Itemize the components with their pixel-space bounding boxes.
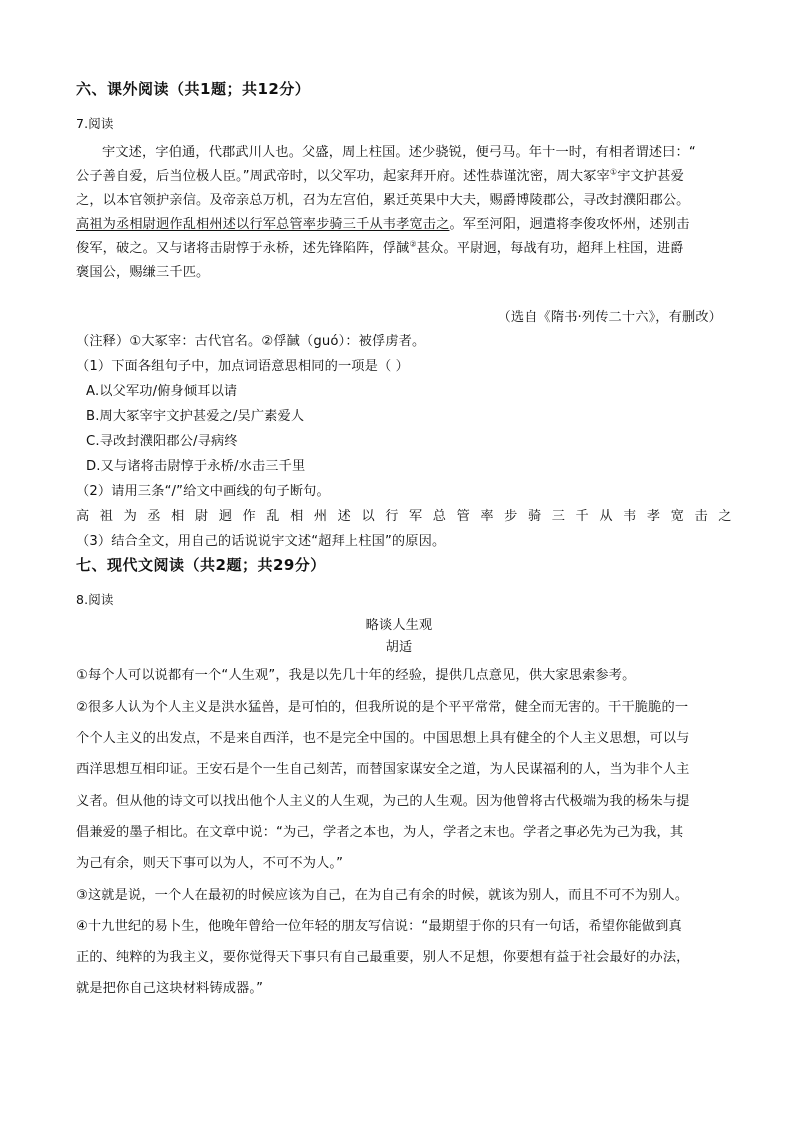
passage-line-6: 褒国公，赐缣三千匹。 bbox=[76, 265, 210, 280]
passage-line-3: 之，以本官领护亲信。及帝亲总万机，召为左宫伯，累迁英果中大夫，赐爵博陵郡公，寻改封濮阳郡公。 bbox=[76, 193, 690, 208]
underlined-sentence: 高祖为丞相尉迥作乱相州述以行军总管率步骑三千从韦孝宽击之 bbox=[76, 217, 450, 232]
article-line: ①每个人可以说都有一个“人生观”，我是以先几十年的经验，提供几点意见，供大家思索参考。 bbox=[76, 668, 636, 683]
article-line: 为己有余，则天下事可以为人，不可不为人。” bbox=[76, 856, 344, 871]
annotation-note: （注释）①大冢宰：古代官名。②俘馘（guó）：被俘虏者。 bbox=[76, 334, 426, 349]
article-title: 略谈人生观 bbox=[365, 618, 433, 633]
section-7-heading: 七、现代文阅读（共2题；共29分） bbox=[76, 556, 326, 574]
question-1-stem: （1）下面各组句子中，加点词语意思相同的一项是（ ） bbox=[76, 359, 409, 374]
article-line: 西洋思想互相印证。王安石是个一生自己刻苦，而替国家谋安全之道，为人民谋福利的人，当为非个人主 bbox=[76, 762, 690, 777]
option-a: A.以父军功/俯身倾耳以请 bbox=[86, 384, 238, 399]
passage-line-1: 宇文述，字伯通，代郡武川人也。父盛，周上柱国。述少骁锐，便弓马。年十一时，有相者谓述曰：“ bbox=[102, 145, 696, 160]
option-d: D.又与诸将击尉惇于永桥/水击三千里 bbox=[86, 459, 306, 474]
article-line: 倡兼爱的墨子相比。在文章中说：“为己，学者之本也，为人，学者之末也。学者之事必先为己为我，其 bbox=[76, 825, 684, 840]
passage-line-2: 公子善自爱，后当位极人臣。”周武帝时，以父军功，起家拜开府。述性恭谨沈密，周大冢宰①宇文护甚爱 bbox=[76, 167, 684, 184]
option-b: B.周大冢宰宇文护甚爱之/吴广素爱人 bbox=[86, 409, 305, 424]
question-7-number: 7.阅读 bbox=[76, 116, 114, 131]
article-line: ④十九世纪的易卜生，他晚年曾给一位年轻的朋友写信说：“最期望于你的只有一句话，希望你能做到真 bbox=[76, 919, 682, 934]
passage-source: （选自《隋书·列传二十六》，有删改） bbox=[497, 310, 722, 325]
passage-line-4: 高祖为丞相尉迥作乱相州述以行军总管率步骑三千从韦孝宽击之。军至河阳，迥遣将李俊攻怀州，述别击 bbox=[76, 217, 690, 232]
footnote-marker-1: ① bbox=[609, 167, 618, 177]
article-line: 义者。但从他的诗文可以找出他个人主义的人生观，为己的人生观。因为他曾将古代极端为我的杨朱与提 bbox=[76, 794, 690, 809]
footnote-marker-2: ② bbox=[409, 239, 417, 249]
section-6-heading: 六、课外阅读（共1题；共12分） bbox=[76, 80, 311, 98]
article-line: 正的、纯粹的为我主义，要你觉得天下事只有自己最重要，别人不足想，你要想有益于社会最好的办法， bbox=[76, 950, 690, 965]
question-3-stem: （3）结合全文，用自己的话说说宇文述“超拜上柱国”的原因。 bbox=[76, 534, 446, 549]
question-8-number: 8.阅读 bbox=[76, 592, 114, 607]
article-author: 胡适 bbox=[385, 640, 413, 655]
article-line: ②很多人认为个人主义是洪水猛兽，是可怕的，但我所说的是个平平常常，健全而无害的。干干脆脆的一 bbox=[76, 700, 689, 715]
article-line: 就是把你自己这块材料铸成器。” bbox=[76, 981, 264, 996]
passage-line-5: 俊军，破之。又与诸将击尉惇于永桥，述先锋陷阵，俘馘②甚众。平尉迥，每战有功，超拜上柱国，进爵 bbox=[76, 239, 684, 256]
question-2-sentence: 高祖为丞相尉迥作乱相州述以行军总管率步骑三千从韦孝宽击之 bbox=[76, 509, 743, 524]
option-c: C.寻改封濮阳郡公/寻病终 bbox=[86, 434, 238, 449]
question-2-stem: （2）请用三条“/”给文中画线的句子断句。 bbox=[76, 484, 330, 499]
article-line: ③这就是说，一个人在最初的时候应该为自己，在为自己有余的时候，就该为别人，而且不可不为别人。 bbox=[76, 888, 689, 903]
article-line: 个个人主义的出发点，不是来自西洋，也不是完全中国的。中国思想上具有健全的个人主义思想，可以与 bbox=[76, 731, 690, 746]
